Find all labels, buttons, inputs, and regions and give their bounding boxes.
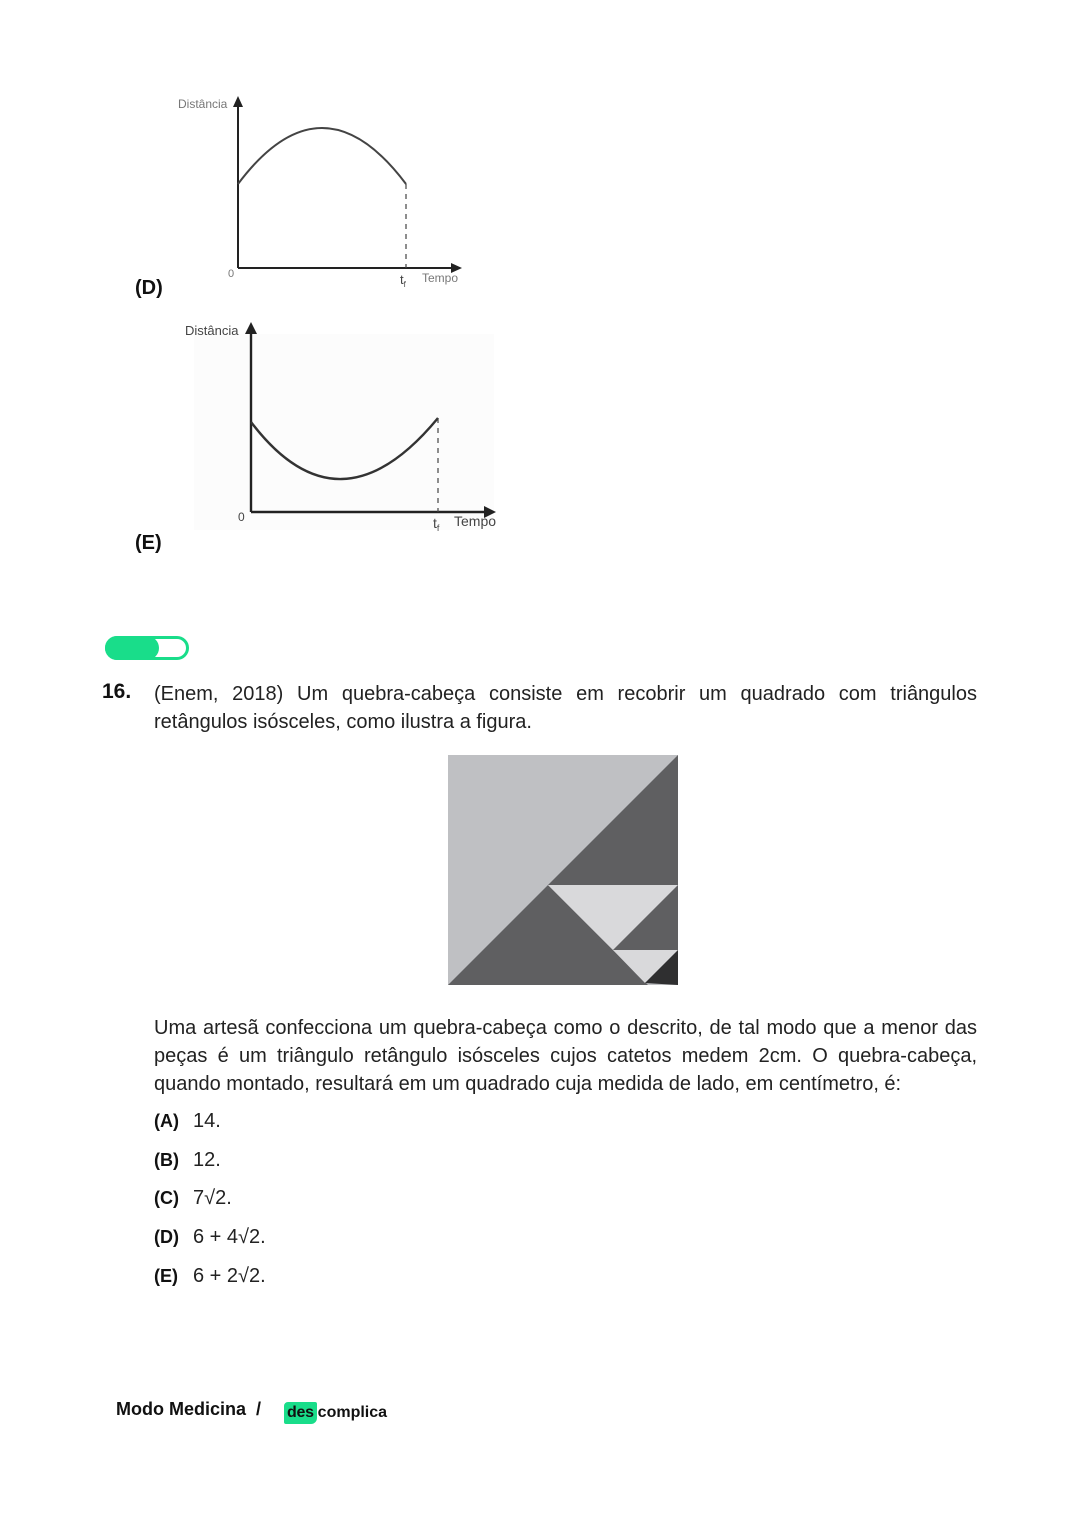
graph-d-option: (D): [135, 277, 163, 299]
question-body: Uma artesã confecciona um quebra-cabeça como o descrito, de tal modo que a menor das peças é um triângulo retângulo isósceles cujos catetos medem 2cm. O quebra-cabeça, quando montado, resultará em um quadrado cuja medida de lado, em centímetro, é:: [154, 1017, 977, 1095]
graph-d: [170, 92, 470, 292]
graph-e-y-label: Distância: [185, 323, 239, 338]
footer-title: [116, 1399, 261, 1420]
answer-letter: (E): [154, 1265, 178, 1286]
answer-letter: (C): [154, 1188, 179, 1209]
answer-text: 6 + 2√2.: [193, 1264, 266, 1287]
answer-text: 14.: [193, 1110, 221, 1132]
answer-options: [154, 1107, 266, 1300]
answer-text: 7√2.: [193, 1187, 232, 1210]
brand-logo-text: complica: [317, 1404, 388, 1421]
question-intro: (Enem, 2018) Um quebra-cabeça consiste em recobrir um quadrado com triângulos retângulos isósceles, como ilustra a figura.: [154, 683, 977, 733]
answer-text: 12.: [193, 1148, 221, 1171]
graph-e-background: [194, 334, 497, 530]
answer-option-d[interactable]: [154, 1223, 266, 1262]
answer-letter: (A): [154, 1111, 179, 1131]
graph-e-y-arrow: [245, 322, 257, 334]
graph-d-y-label: Distância: [178, 97, 228, 111]
graph-e-origin: 0: [238, 510, 245, 524]
answer-letter: (B): [154, 1149, 179, 1170]
graph-d-y-arrow: [233, 96, 243, 107]
answer-text: 6 + 4√2.: [193, 1226, 266, 1249]
toggle-knob-fill: [105, 636, 159, 660]
question-number: 16.: [102, 680, 132, 703]
brand-logo-highlight: des: [284, 1402, 317, 1424]
graph-d-origin: 0: [228, 268, 235, 280]
graph-d-curve: [238, 128, 406, 184]
graph-e-x-label: Tempo: [454, 513, 497, 529]
graph-e: [180, 318, 510, 538]
brand-logo: [284, 1400, 387, 1426]
graph-e-t-label: $t_f$: [433, 515, 440, 533]
footer-separator: /: [256, 1399, 262, 1419]
answer-option-b[interactable]: [154, 1146, 266, 1185]
answer-option-e[interactable]: [154, 1262, 266, 1301]
graph-e-option: (E): [135, 532, 162, 554]
footer-title-text: Modo Medicina: [116, 1399, 246, 1419]
answer-letter: (D): [154, 1227, 179, 1248]
answer-option-c[interactable]: [154, 1184, 266, 1223]
answer-option-a[interactable]: [154, 1107, 266, 1146]
toggle-switch[interactable]: [105, 636, 189, 660]
graph-d-x-label: Tempo: [422, 271, 459, 285]
puzzle-figure: [448, 755, 684, 985]
graph-d-t-label: $t_f$: [400, 272, 406, 289]
